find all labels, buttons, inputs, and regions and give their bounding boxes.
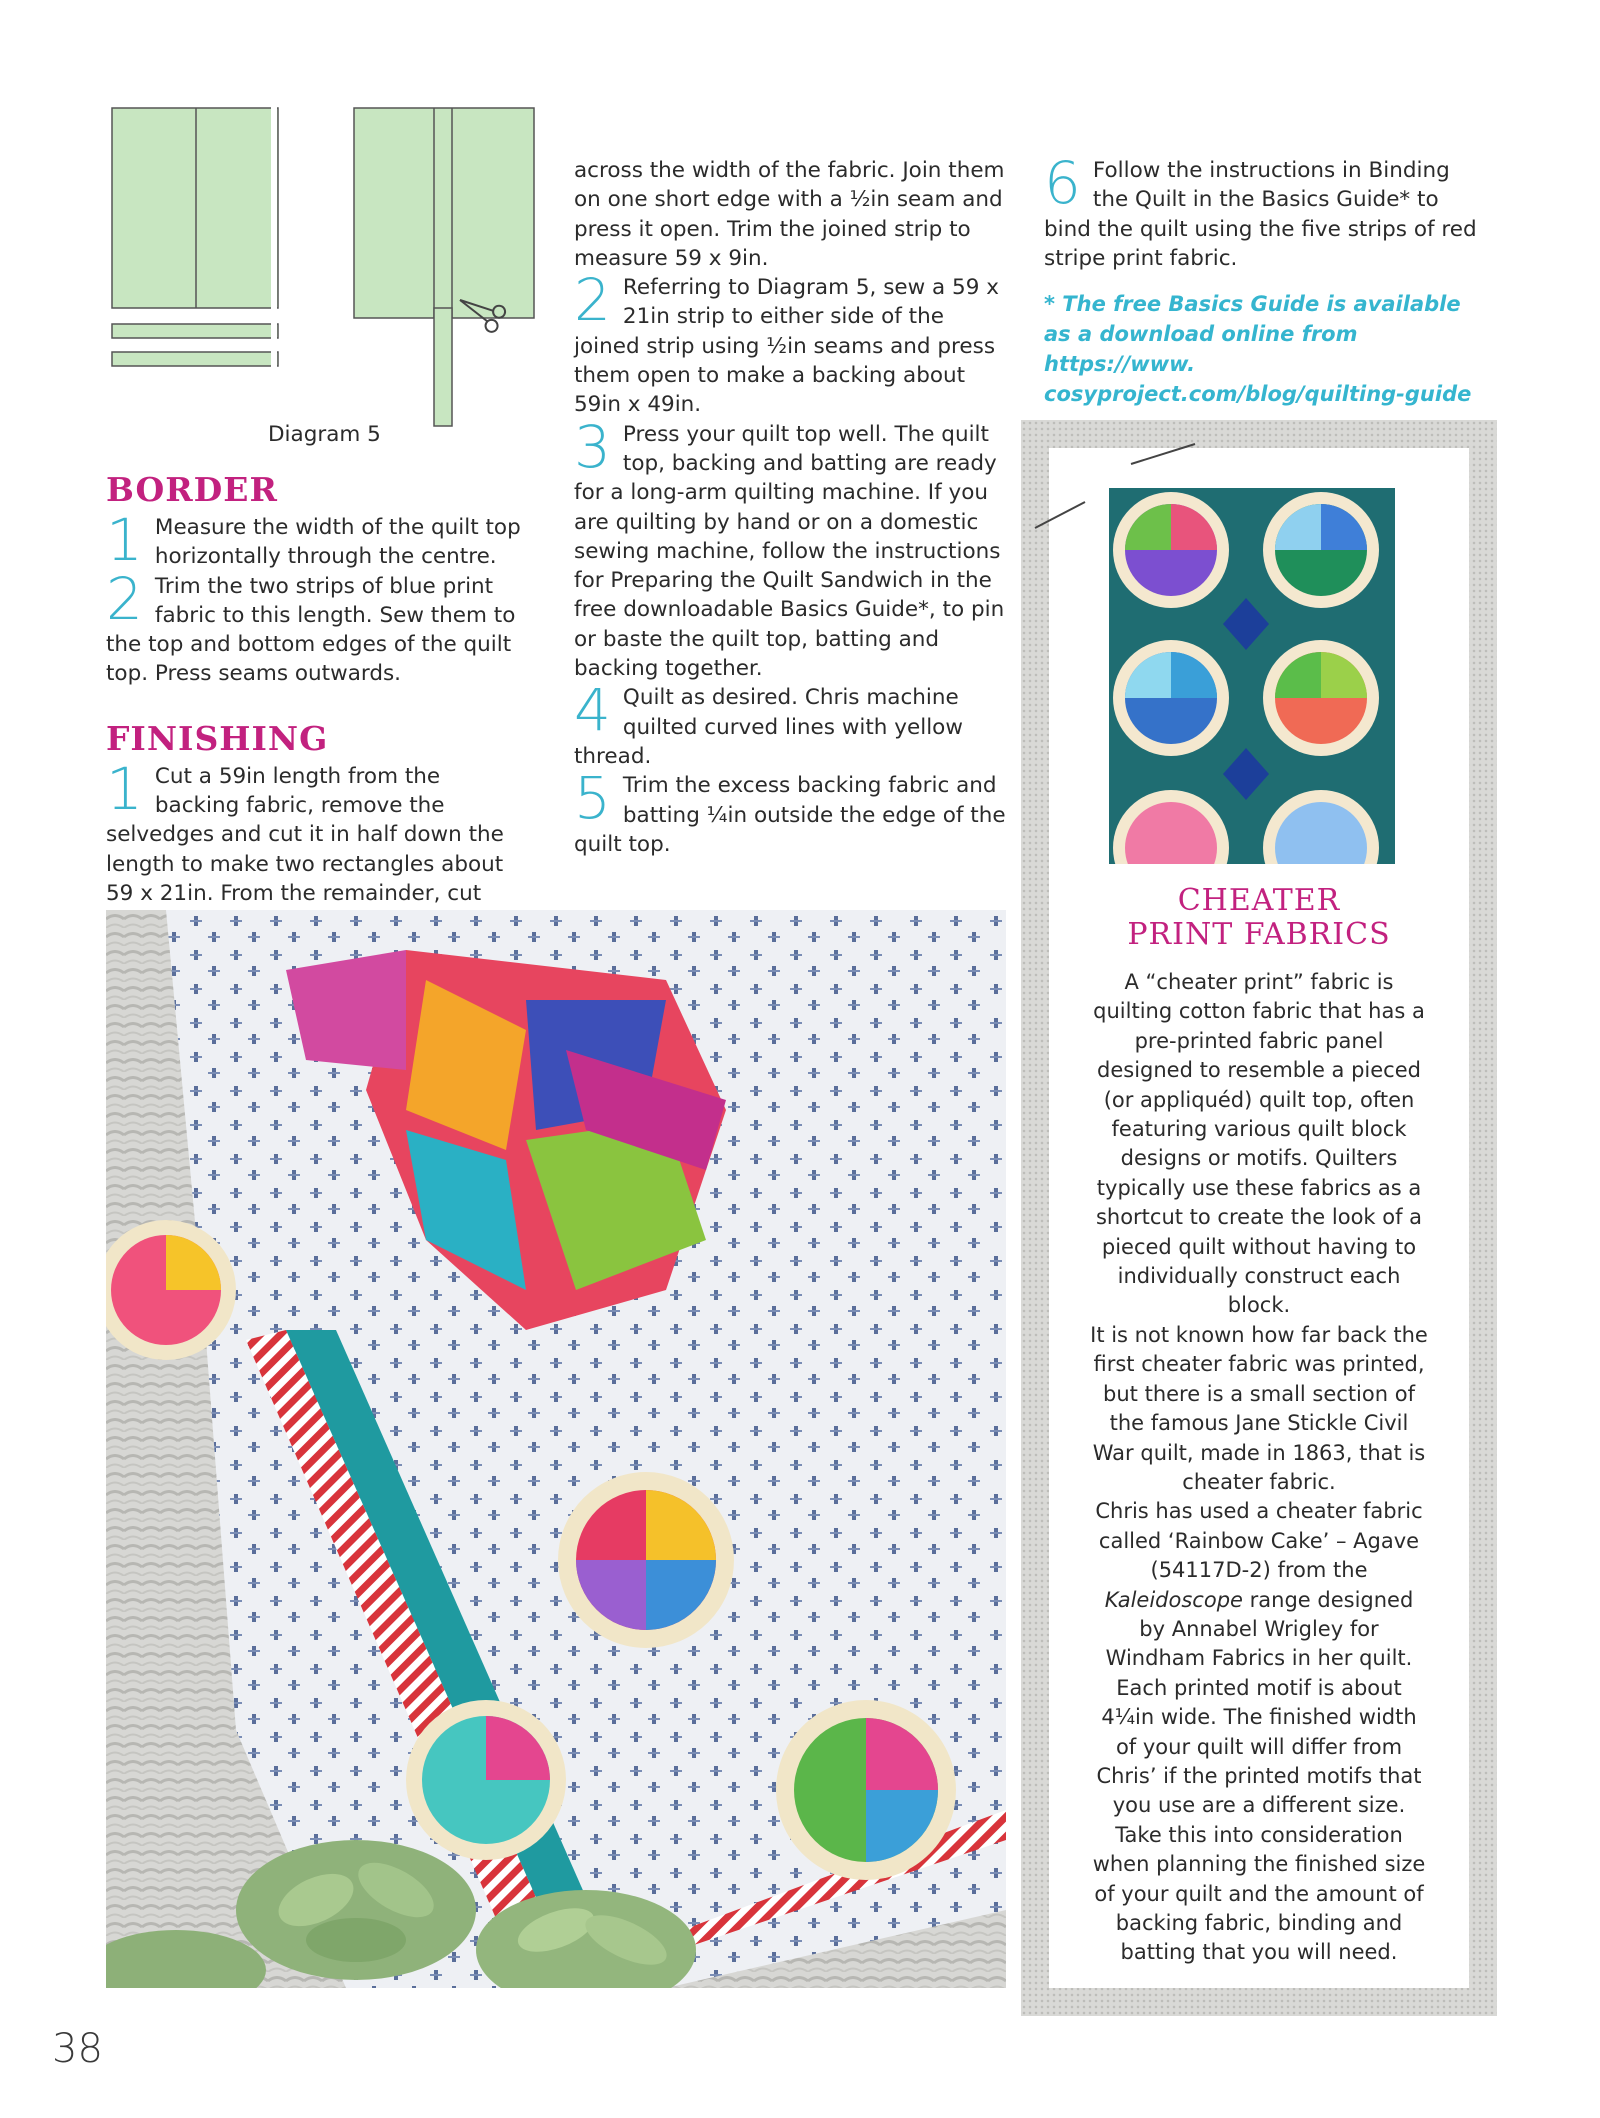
border-heading: BORDER — [106, 470, 278, 509]
finishing-step-4 — [574, 676, 1006, 771]
sidebar-paragraph-1: A “cheater print” fabric is quilting cotton fabric that has a pre-printed fabric panel designed to resemble a pieced (or appliquéd) quilt top, often featuring various quilt block designs or motifs. Quilters typically use these fabrics as a shortcut to create the look of a pieced quilt without having to individually construct each block. — [1093, 970, 1425, 1318]
step-number: 4 — [574, 676, 611, 745]
sidebar-heading-line-1: CHEATER — [1177, 883, 1341, 918]
sidebar-paragraph-2: It is not known how far back the first cheater fabric was printed, but there is a small section of the famous Jane Stickle Civil War quilt, made in 1863, that is cheater fabric. — [1090, 1322, 1428, 1494]
quilt-photo-illustration — [106, 910, 1006, 1988]
pin-icon — [1025, 442, 1205, 532]
sidebar-panel — [1021, 420, 1497, 2016]
diagram-5-illustration — [108, 104, 548, 434]
step-text: Cut a 59in length from the backing fabric, remove the selvedges and cut it in half down the length to make two rectangles about 59 x 21in. From the remainder, cut — [106, 763, 504, 906]
step-text: Trim the two strips of blue print fabric to this length. Sew them to the top and bottom edges of the quilt top. Press seams outwards. — [106, 573, 516, 687]
step-number: 6 — [1044, 149, 1081, 217]
finishing-step-6 — [1044, 149, 1480, 273]
diagram-caption: Diagram 5 — [268, 422, 381, 447]
border-step-1 — [106, 506, 526, 574]
range-name: Kaleidoscope — [1104, 1587, 1243, 1612]
step-number: 3 — [574, 412, 611, 481]
cheater-print-swatch — [1109, 488, 1395, 864]
sidebar-heading-line-2: PRINT FABRICS — [1127, 917, 1391, 952]
step-number: 1 — [106, 754, 143, 823]
column-1 — [106, 470, 526, 938]
step-number: 2 — [106, 564, 143, 633]
quilt-photo — [106, 910, 1006, 1988]
diagram-5 — [108, 104, 548, 434]
basics-guide-note: * The free Basics Guide is available as a download online from https://www. cosyproject.com/blog/quilting-guide — [1044, 292, 1472, 407]
finishing-step-2 — [574, 266, 1006, 419]
column-3 — [1044, 149, 1480, 409]
border-step-2 — [106, 564, 526, 689]
step-text: Press your quilt top well. The quilt top, backing and batting are ready for a long-arm quilting machine. If you are quilting by hand or on a domestic sewing machine, follow the instructions for Preparing the Quilt Sandwich in the free downloadable Basics Guide*, to pin or baste the quilt top, batting and backing together. — [574, 421, 1005, 682]
step-text: Measure the width of the quilt top horizontally through the centre. — [154, 515, 521, 570]
finishing-heading: FINISHING — [106, 718, 329, 758]
sidebar-paragraph-3-part-b: range designed by Annabel Wrigley for Windham Fabrics in her quilt. Each printed motif is about 4¼in wide. The finished width of your quilt will differ from Chris’ if the printed motifs that you use are a different size. Take this into consideration when planning the finished size of your quilt and the amount of backing fabric, binding and batting that you will need. — [1092, 1587, 1426, 1965]
step-text: Follow the instructions in Binding the Quilt in the Basics Guide* to bind the quilt using the five strips of red stripe print fabric. — [1044, 158, 1477, 271]
sidebar-heading — [1049, 884, 1469, 952]
sidebar-body — [1089, 968, 1429, 1968]
sidebar-inner — [1049, 448, 1469, 1988]
sidebar-paragraph-3-part-a: Chris has used a cheater fabric called ‘Rainbow Cake’ – Agave (54117D-2) from the — [1095, 1499, 1423, 1583]
finishing-step-1-continued: across the width of the fabric. Join them on one short edge with a ½in seam and press it open. Trim the joined strip to measure 59 x 9in. — [574, 158, 1005, 271]
cheater-print-illustration — [1109, 488, 1395, 864]
step-number: 1 — [106, 506, 143, 574]
sidebar-paragraph-3 — [1089, 1497, 1429, 1968]
finishing-step-5 — [574, 764, 1006, 859]
step-text: Referring to Diagram 5, sew a 59 x 21in strip to either side of the joined strip using ½in seams and press them open to make a backing about 59in x 49in. — [574, 275, 999, 418]
column-2 — [574, 156, 1006, 859]
finishing-step-3 — [574, 412, 1006, 684]
page-number: 38 — [52, 2026, 103, 2072]
step-number: 2 — [574, 266, 611, 335]
step-text: Trim the excess backing fabric and batting ¼in outside the edge of the quilt top. — [574, 773, 1006, 857]
step-text: Quilt as desired. Chris machine quilted curved lines with yellow thread. — [574, 685, 963, 769]
step-number: 5 — [574, 764, 611, 833]
